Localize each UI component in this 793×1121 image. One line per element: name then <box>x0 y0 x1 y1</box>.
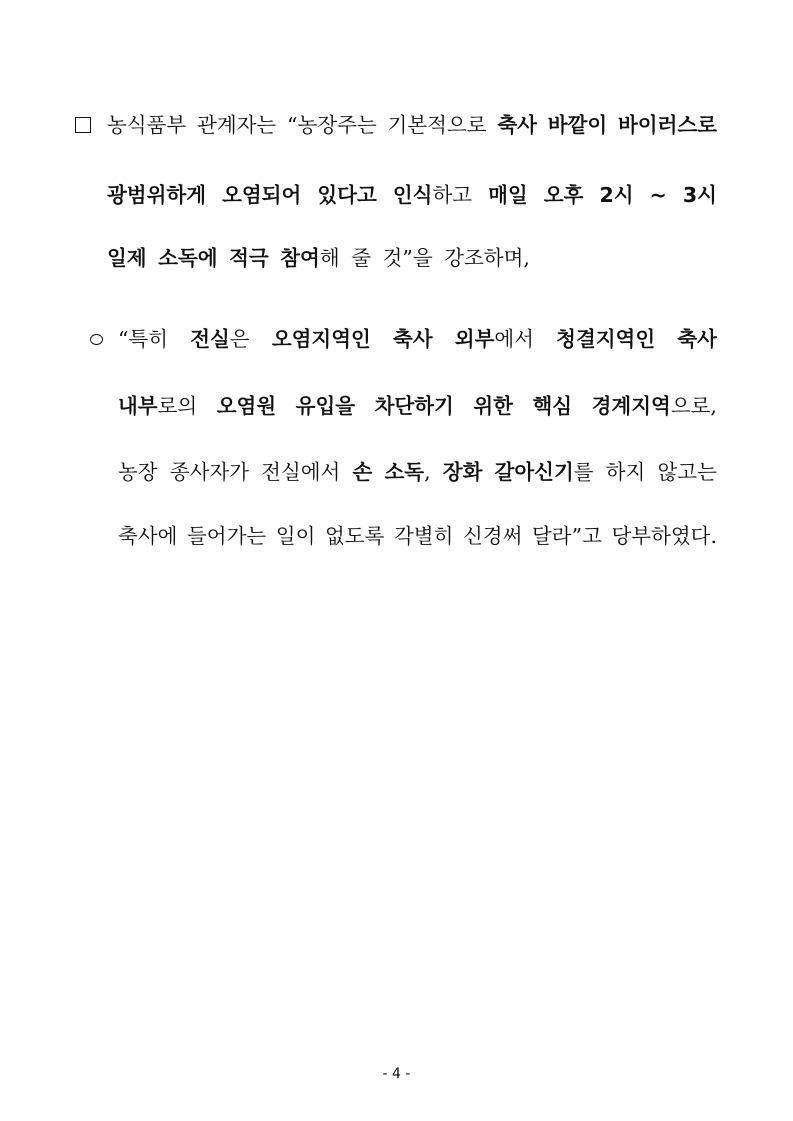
mixed-text-segment <box>190 325 249 353</box>
bold-text-segment: 유입을 <box>295 394 356 418</box>
text-part: 로의 <box>157 394 198 418</box>
bold-text-segment: 축사 <box>497 113 537 137</box>
paragraph-1-line-1 <box>107 111 717 139</box>
text-segment: 관계자는 <box>197 113 277 137</box>
text-segment: 없도록 <box>324 524 385 548</box>
mixed-text-segment <box>118 392 197 420</box>
text-part: 하고 <box>432 183 473 207</box>
bold-text-segment: 축사 <box>677 327 717 351</box>
text-segment: 당부하였다. <box>611 524 717 548</box>
text-segment: 농장 <box>118 460 158 484</box>
mixed-text-segment <box>455 325 534 353</box>
mixed-text-segment <box>384 458 430 486</box>
bold-text-segment: 오염되어 <box>222 183 302 207</box>
paragraph-1-line-2 <box>107 181 717 209</box>
bold-text-part: 경계지역 <box>591 394 671 418</box>
bold-text-part: 외부 <box>454 327 495 351</box>
text-segment: 강조하며, <box>444 246 530 270</box>
text-segment: “특히 <box>118 327 169 351</box>
text-segment: 하지 <box>605 460 646 484</box>
text-part: 으로, <box>670 394 717 418</box>
paragraph-2-line-3 <box>118 458 717 486</box>
text-segment: 기본적으로 <box>387 113 487 137</box>
text-part: 해 <box>319 246 340 270</box>
text-segment: 종사자가 <box>169 460 249 484</box>
text-segment: 않고는 <box>657 460 717 484</box>
bold-text-segment: 2시 <box>599 183 634 207</box>
page-number: - 4 - <box>382 1066 411 1082</box>
text-segment: 줄 <box>351 246 371 270</box>
mixed-text-segment <box>592 392 717 420</box>
paragraph-2-line-1 <box>118 325 717 353</box>
paragraph-2-line-4 <box>118 522 717 550</box>
bold-text-segment: 바이러스로 <box>617 113 717 137</box>
text-segment: 것”을 <box>382 246 433 270</box>
bold-text-segment: 오염지역인 <box>271 327 371 351</box>
bold-text-segment: 바깥이 <box>547 113 608 137</box>
bold-text-segment: 위한 <box>473 394 513 418</box>
text-segment: 전실에서 <box>261 460 341 484</box>
bold-text-part: 인식 <box>392 183 433 207</box>
text-segment: 일이 <box>275 524 316 548</box>
text-segment: 들어가는 <box>187 524 267 548</box>
mixed-text-segment <box>393 181 472 209</box>
text-segment: 각별히 <box>393 524 454 548</box>
bold-text-segment: 장화 <box>442 460 483 484</box>
paragraph-1-line-3 <box>107 244 530 272</box>
bold-text-segment: 일제 <box>107 246 147 270</box>
bold-text-part: 소독 <box>384 460 425 484</box>
bold-text-segment: 3시 <box>682 183 717 207</box>
paragraph-2-line-2 <box>118 392 717 420</box>
bold-text-segment: 손 <box>352 460 373 484</box>
text-part: 를 <box>573 460 594 484</box>
bold-text-segment: 광범위하게 <box>107 183 207 207</box>
checkbox-bullet-icon <box>75 117 91 133</box>
bold-text-segment: 적극 <box>229 246 269 270</box>
bold-text-segment: 차단하기 <box>374 394 454 418</box>
bold-text-part: 내부 <box>118 394 158 418</box>
bold-text-segment: 오후 <box>543 183 584 207</box>
bold-text-segment: 있다고 <box>317 183 377 207</box>
mixed-text-segment <box>280 246 339 270</box>
text-segment: “농장주는 <box>287 113 377 137</box>
bold-text-part: 갈아신기 <box>494 460 574 484</box>
text-segment: 신경써 <box>462 524 523 548</box>
bold-text-segment: 청결지역인 <box>556 327 656 351</box>
text-part: 은 <box>229 327 250 351</box>
text-segment: 농식품부 <box>107 113 187 137</box>
text-part: , <box>424 460 431 484</box>
bold-text-segment: 소독에 <box>158 246 218 270</box>
circle-bullet-icon <box>90 334 103 345</box>
bold-text-part: 전실 <box>190 327 230 351</box>
bold-text-segment: 축사 <box>393 327 433 351</box>
bold-text-segment: 오염원 <box>216 394 277 418</box>
bold-text-segment: 매일 <box>488 183 528 207</box>
text-part: 에서 <box>494 327 534 351</box>
bold-text-part: 참여 <box>280 246 320 270</box>
bold-text-segment: 핵심 <box>532 394 573 418</box>
bold-text-segment: ~ <box>649 183 667 207</box>
text-segment: 달라”고 <box>531 524 602 548</box>
mixed-text-segment <box>495 458 594 486</box>
text-segment: 축사에 <box>118 524 178 548</box>
